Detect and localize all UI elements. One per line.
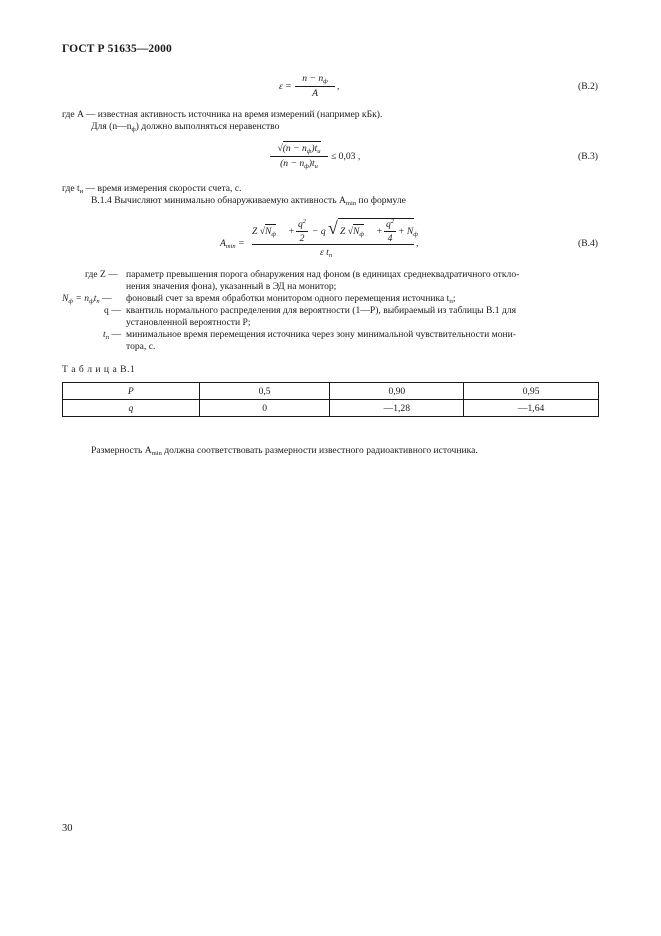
- table-cell: 0,5: [199, 383, 330, 400]
- eq-b4-denominator: ε $t_п$: [320, 247, 333, 259]
- eq-b3-rhs: ≤ 0,03 ,: [331, 151, 361, 162]
- table-cell: —1,64: [464, 400, 599, 417]
- table-cell: 0: [199, 400, 330, 417]
- eq-b4-number: (B.4): [578, 238, 598, 249]
- eq-b2-denominator: A: [312, 88, 318, 99]
- text-b14: B.1.4 Вычисляют минимально обнаруживаемую активность $A_{min}$ по формуле: [91, 195, 406, 207]
- eq-b2-fraction: $n - n_ф$ A: [295, 73, 335, 99]
- def-t-label: $t_п$ —: [103, 329, 122, 341]
- table-cell: P: [63, 383, 200, 400]
- table-row: [63, 400, 599, 417]
- text-where-a: где A — известная активность источника на время измерений (например кБк).: [62, 109, 383, 120]
- eq-b2-numerator: n − n: [302, 73, 324, 84]
- def-z-text-1: параметр превышения порога обнаружения над фоном (в единицах среднеквадратичного откло-: [126, 269, 520, 280]
- text-condition: Для $(n—n_ф)$ должно выполняться неравенство: [91, 121, 280, 133]
- eq-b3-number: (B.3): [578, 151, 598, 162]
- def-n-text: фоновый счет за время обработки монитором одного перемещения источника $t_п$;: [126, 293, 456, 305]
- footer-text: Размерность $A_{min}$ должна соответствовать размерности известного радиоактивного источника.: [91, 445, 478, 457]
- eq-b2-lhs: ε =: [279, 81, 292, 92]
- table-row: [63, 383, 599, 400]
- def-q-text-2: установленной вероятности P;: [126, 317, 251, 328]
- table-cell: q: [63, 400, 200, 417]
- def-t-text-1: минимальное время перемещения источника через зону минимальной чувствительности мони-: [126, 329, 516, 340]
- table-b1: [62, 382, 599, 417]
- def-z-label: где Z —: [85, 269, 118, 280]
- table-cell: 0,95: [464, 383, 599, 400]
- def-t-text-2: тора, с.: [126, 341, 156, 352]
- table-cell: 0,90: [330, 383, 464, 400]
- def-n-label: $N_ф = n_фt_п$ —: [62, 293, 112, 305]
- eq-b2-number: (B.2): [578, 81, 598, 92]
- document-header: ГОСТ Р 51635—2000: [62, 43, 172, 55]
- eq-b4-fraction-line: [252, 244, 414, 245]
- text-where-t: где $t_и$ — время измерения скорости счета, с.: [62, 183, 242, 195]
- def-q-label: q —: [104, 305, 121, 316]
- def-z-text-2: нения значения фона), указанный в ЭД на монитор;: [126, 281, 337, 292]
- table-cell: —1,28: [330, 400, 464, 417]
- eq-b3-fraction: $√(n - n_ф)t_и$ $(n - n_ф)t_и$: [270, 143, 328, 170]
- def-q-text-1: квантиль нормального распределения для вероятности (1—P), выбираемый из таблицы B.1 для: [126, 305, 517, 316]
- table-caption: Т а б л и ц а B.1: [62, 364, 136, 375]
- eq-b4-lhs: $A_{min}$ =: [220, 238, 245, 250]
- page-number: 30: [62, 823, 73, 834]
